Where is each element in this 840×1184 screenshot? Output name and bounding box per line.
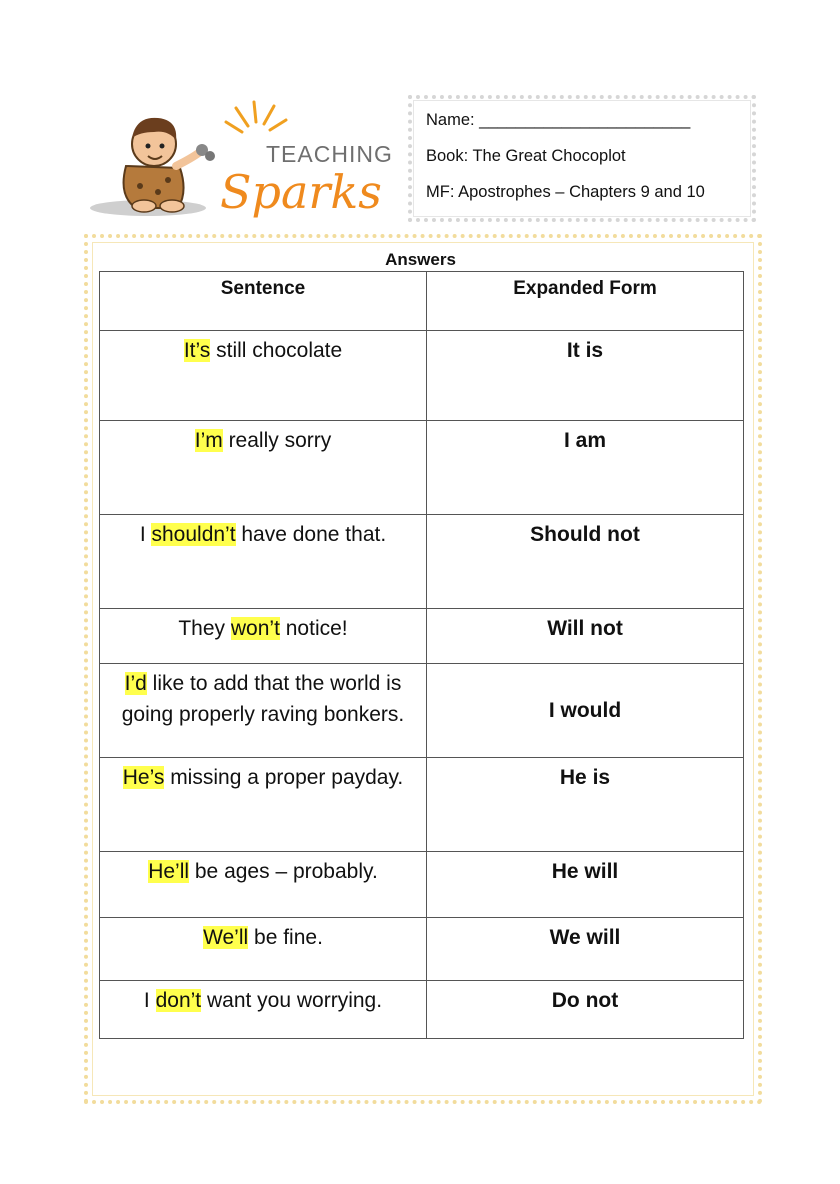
contraction-highlight: I’m	[194, 429, 223, 452]
expanded-form-cell: He is	[427, 758, 744, 852]
sentence-cell: He’ll be ages – probably.	[100, 852, 427, 918]
book-line: Book: The Great Chocoplot	[426, 147, 626, 165]
expanded-form-cell: Will not	[427, 609, 744, 664]
sentence-cell: I’m really sorry	[100, 421, 427, 515]
sentence-cell: We’ll be fine.	[100, 918, 427, 981]
table-row	[100, 515, 744, 609]
logo-teaching-text: TEACHING	[266, 141, 393, 167]
teaching-sparks-logo	[88, 96, 398, 226]
contraction-highlight: won’t	[230, 617, 280, 640]
expanded-form-cell: Should not	[427, 515, 744, 609]
contraction-highlight: We’ll	[203, 926, 249, 949]
sentence-cell: It’s still chocolate	[100, 331, 427, 421]
table-row	[100, 852, 744, 918]
worksheet-info-box	[408, 95, 756, 222]
contraction-highlight: He’s	[122, 766, 165, 789]
sentence-cell: I shouldn’t have done that.	[100, 515, 427, 609]
sentence-cell: I’d like to add that the world is going properly raving bonkers.	[100, 664, 427, 758]
sentence-cell: He’s missing a proper payday.	[100, 758, 427, 852]
mf-line: MF: Apostrophes – Chapters 9 and 10	[426, 183, 705, 201]
column-header-sentence: Sentence	[100, 272, 427, 331]
contraction-highlight: shouldn’t	[151, 523, 236, 546]
answers-title: Answers	[385, 250, 456, 269]
column-header-expanded-form: Expanded Form	[427, 272, 744, 331]
table-row	[100, 421, 744, 515]
table-row	[100, 918, 744, 981]
contraction-highlight: It’s	[183, 339, 211, 362]
expanded-form-cell: He will	[427, 852, 744, 918]
table-row	[100, 609, 744, 664]
contraction-highlight: don’t	[155, 989, 202, 1012]
contraction-highlight: He’ll	[148, 860, 190, 883]
expanded-form-cell: I am	[427, 421, 744, 515]
sentence-cell: I don’t want you worrying.	[100, 981, 427, 1039]
expanded-form-cell: We will	[427, 918, 744, 981]
table-row	[100, 331, 744, 421]
expanded-form-cell: Do not	[427, 981, 744, 1039]
table-row	[100, 981, 744, 1039]
caveman-mascot-icon	[88, 96, 398, 226]
expanded-form-cell: I would	[427, 664, 744, 758]
sentence-cell: They won’t notice!	[100, 609, 427, 664]
table-row	[100, 664, 744, 758]
answers-table	[99, 271, 744, 1039]
table-header-row	[100, 272, 744, 331]
name-line[interactable]: Name: _______________________	[426, 111, 691, 129]
table-row	[100, 758, 744, 852]
contraction-highlight: I’d	[124, 672, 147, 695]
logo-sparks-text: Sparks	[220, 165, 382, 219]
expanded-form-cell: It is	[427, 331, 744, 421]
